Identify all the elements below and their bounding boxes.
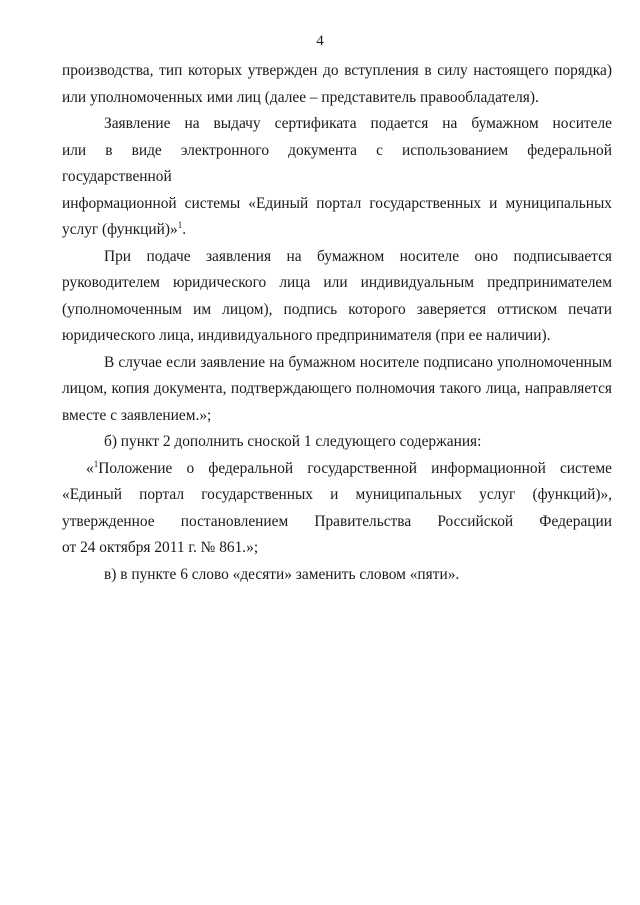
paragraph-4 bbox=[62, 350, 612, 430]
paragraph-7-line-1: в) в пункте 6 слово «десяти» заменить словом «пяти». bbox=[104, 565, 460, 583]
paragraph-3-line-1: При подаче заявления на бумажном носителе оно подписывается bbox=[104, 247, 612, 265]
paragraph-4-line-3: вместе с заявлением.»; bbox=[62, 406, 212, 424]
paragraph-3-line-4: юридического лица, индивидуального предпринимателя (при ее наличии). bbox=[62, 327, 551, 344]
paragraph-2-line-4-end: . bbox=[182, 221, 187, 238]
paragraph-4-line-2: лицом, копия документа, подтверждающего полномочия такого лица, направляется bbox=[62, 380, 612, 397]
paragraph-4-line-1: В случае если заявление на бумажном носителе подписано уполномоченным bbox=[104, 353, 612, 371]
footnote-mark: 1 bbox=[93, 458, 99, 469]
paragraph-3-line-3: (уполномоченным им лицом), подпись которого заверяется оттиском печати bbox=[62, 300, 612, 318]
paragraph-2-line-4-text: услуг (функций)» bbox=[62, 221, 178, 238]
footnote-mark: 1 bbox=[177, 219, 183, 230]
paragraph-2 bbox=[62, 111, 612, 244]
paragraph-2-line-4 bbox=[62, 217, 612, 244]
paragraph-1 bbox=[62, 58, 612, 111]
paragraph-6 bbox=[62, 456, 612, 562]
paragraph-2-line-3: информационной системы «Единый портал государственных и муниципальных bbox=[62, 194, 612, 212]
paragraph-6-line-4: от 24 октября 2011 г. № 861.»; bbox=[62, 539, 259, 556]
page-number: 4 bbox=[316, 33, 324, 49]
paragraph-2-line-1: Заявление на выдачу сертификата подается на бумажном носителе bbox=[104, 115, 612, 132]
paragraph-1-line-2: или уполномоченных ими лиц (далее – представитель правообладателя). bbox=[62, 88, 539, 106]
paragraph-6-line-1 bbox=[62, 456, 612, 483]
paragraph-6-line-1-text: Положение о федеральной государственной информационной системе bbox=[98, 459, 612, 477]
paragraph-6-line-3: утвержденное постановлением Правительства Российской Федерации bbox=[62, 512, 612, 530]
paragraph-3-line-2: руководителем юридического лица или индивидуальным предпринимателем bbox=[62, 274, 612, 291]
paragraph-3 bbox=[62, 244, 612, 350]
paragraph-1-line-1: производства, тип которых утвержден до вступления в силу настоящего порядка) bbox=[62, 62, 612, 79]
paragraph-2-line-2: или в виде электронного документа с использованием федеральной государственной bbox=[62, 141, 612, 185]
paragraph-7 bbox=[62, 562, 612, 589]
document-body bbox=[62, 58, 612, 588]
paragraph-5 bbox=[62, 429, 612, 456]
paragraph-6-line-2: «Единый портал государственных и муниципальных услуг (функций)», bbox=[62, 486, 612, 503]
open-quote: « bbox=[86, 459, 94, 477]
paragraph-5-line-1: б) пункт 2 дополнить сноской 1 следующего содержания: bbox=[104, 433, 482, 450]
